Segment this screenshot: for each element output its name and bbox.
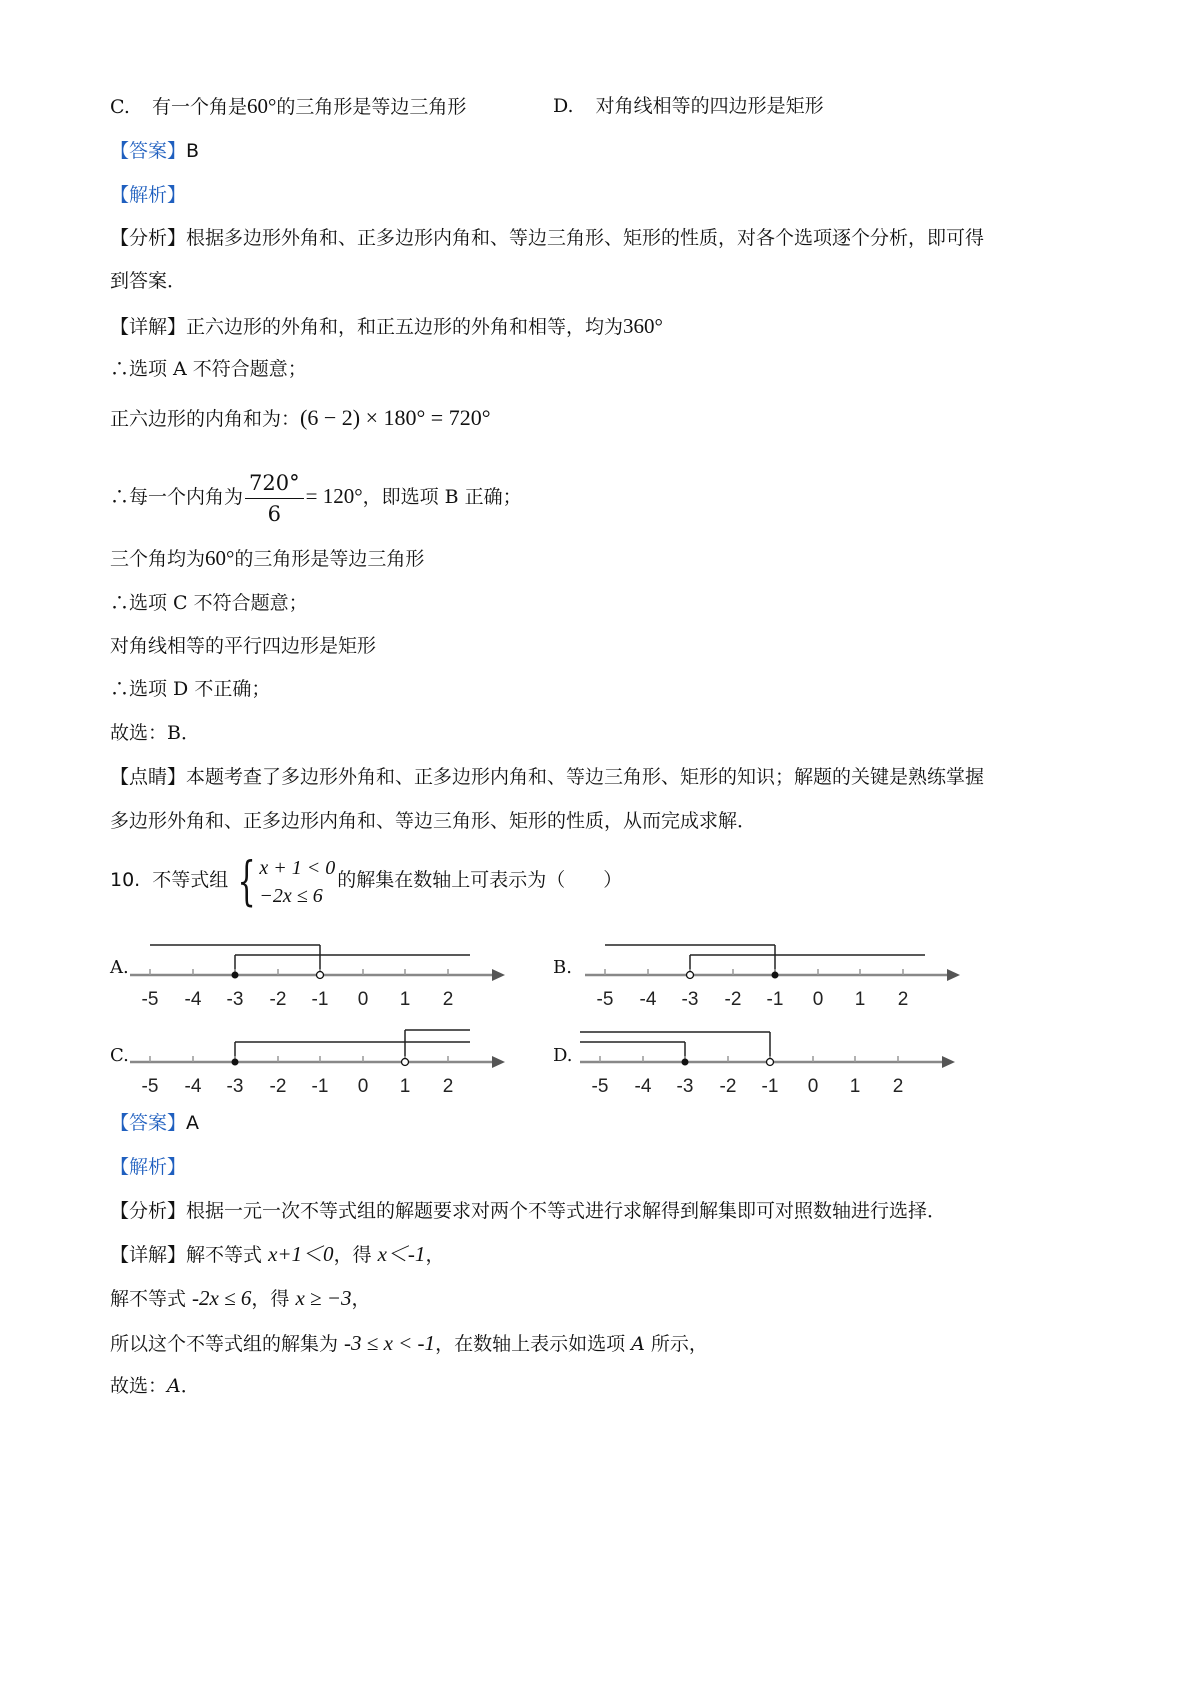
inequality-system	[230, 851, 335, 911]
option-text: 有一个角是	[151, 96, 247, 118]
step-line	[110, 590, 1110, 616]
answer-value: B	[186, 140, 200, 162]
fenxi-text: 到答案．	[110, 270, 187, 292]
tick-label: 2	[442, 1076, 454, 1097]
answer-tag: 【答案】	[110, 1112, 187, 1134]
arrow-icon	[942, 1056, 955, 1068]
step-text: ，即选项 B 正确；	[362, 486, 522, 508]
step-line	[110, 633, 1110, 659]
tick-label: -3	[226, 989, 244, 1010]
math-expression: x+1＜0	[268, 1242, 334, 1266]
step-text: 的三角形是等边三角形	[234, 548, 425, 570]
jiexi-line	[110, 182, 1110, 208]
math-expression: = 120°	[305, 484, 363, 508]
tick-label: 2	[892, 1076, 904, 1097]
guxuan-line	[110, 720, 1110, 746]
xiangjie-text: 正六边形的外角和，和正五边形的外角和相等，均为	[186, 316, 624, 338]
open-point	[767, 1059, 774, 1066]
step-text: 所示，	[644, 1333, 708, 1355]
dianjing-text: 多边形外角和、正多边形内角和、等边三角形、矩形的性质，从而完成求解．	[110, 810, 757, 832]
answer-line	[110, 138, 1110, 164]
tick-label: -3	[681, 989, 699, 1010]
fraction-numerator: 720°	[245, 468, 304, 499]
neijiao-line	[110, 405, 1110, 432]
jiexi-tag: 【解析】	[110, 1156, 187, 1178]
step-text: ∴选项 A 不符合题意；	[110, 358, 307, 380]
tick-label: -2	[719, 1076, 737, 1097]
tick-label: 0	[357, 989, 369, 1010]
option-label: C.	[110, 96, 130, 118]
open-point	[317, 972, 324, 979]
xiangjie-tag: 【详解】	[110, 316, 187, 338]
tick-label: -4	[184, 989, 202, 1010]
tick-label: -3	[226, 1076, 244, 1097]
number-line-b	[585, 935, 965, 1020]
tick-label: 2	[442, 989, 454, 1010]
question-number: 10.	[110, 869, 141, 891]
open-point	[687, 972, 694, 979]
tick-label: -4	[634, 1076, 652, 1097]
dianjing-line	[110, 764, 1110, 790]
question-10	[110, 850, 1110, 911]
step-line	[110, 1285, 1110, 1312]
tick-label: -2	[724, 989, 742, 1010]
tick-label: -4	[639, 989, 657, 1010]
tick-label: -5	[596, 989, 614, 1010]
answer-tag: 【答案】	[110, 140, 187, 162]
step-line	[110, 676, 1110, 702]
tick-label: -4	[184, 1076, 202, 1097]
open-point	[402, 1059, 409, 1066]
tick-label: 1	[854, 989, 866, 1010]
inequality-row: −2x ≤ 6	[259, 885, 323, 907]
step-text: 解不等式	[186, 1244, 269, 1266]
closed-point	[682, 1059, 689, 1066]
closed-point	[772, 972, 779, 979]
tick-label: -1	[311, 1076, 329, 1097]
fenxi-text: 根据一元一次不等式组的解题要求对两个不等式进行求解得到解集即可对照数轴进行选择．	[186, 1200, 947, 1222]
fraction	[245, 468, 304, 529]
fenxi-line-2	[110, 268, 1110, 294]
fenxi-text: 根据多边形外角和、正多边形内角和、等边三角形、矩形的性质，对各个选项逐个分析，即可得	[186, 227, 985, 249]
step-line	[110, 356, 1110, 382]
question-text: 不等式组	[152, 869, 229, 891]
option-text: 的三角形是等边三角形	[276, 96, 467, 118]
question-text: 的解集在数轴上可表示为（ ）	[337, 869, 623, 891]
option-d-line	[553, 93, 1113, 119]
step-text: 故选：B．	[110, 722, 200, 744]
math-expression: -2x ≤ 6	[192, 1286, 252, 1310]
dianjing-line-2	[110, 808, 1110, 834]
option-reference: A	[631, 1333, 645, 1355]
sanjiao-line	[110, 545, 1110, 572]
step-text: 三个角均为	[110, 548, 206, 570]
step-text: ∴选项 D 不正确；	[110, 678, 271, 700]
step-text: ，得	[333, 1244, 378, 1266]
fenxi-line	[110, 225, 1110, 251]
tick-label: 0	[812, 989, 824, 1010]
fraction-denominator: 6	[267, 501, 281, 526]
tick-label: 1	[849, 1076, 861, 1097]
brace-icon: {	[237, 852, 256, 912]
xiangjie-line	[110, 313, 1110, 340]
number-line-c	[130, 1022, 510, 1107]
math-expression: x＜-1	[377, 1242, 426, 1266]
tick-label: -1	[761, 1076, 779, 1097]
tick-label: -5	[141, 989, 159, 1010]
answer-value: A	[186, 1112, 200, 1134]
inequality-row: x + 1 < 0	[259, 857, 336, 879]
fenxi-line	[110, 1198, 1110, 1224]
step-text: ∴每一个内角为	[110, 486, 244, 508]
math-expression: 360°	[623, 314, 663, 338]
number-line-d	[580, 1022, 960, 1107]
tick-label: 1	[399, 1076, 411, 1097]
step-text: ，得	[251, 1288, 296, 1310]
math-expression: x ≥ −3	[295, 1286, 352, 1310]
jiexi-tag: 【解析】	[110, 184, 187, 206]
tick-label: 0	[357, 1076, 369, 1097]
tick-label: -3	[676, 1076, 694, 1097]
step-text: 对角线相等的平行四边形是矩形	[110, 635, 377, 657]
xiangjie-tag: 【详解】	[110, 1244, 187, 1266]
arrow-icon	[947, 969, 960, 981]
answer-line	[110, 1110, 1110, 1136]
number-line-a	[130, 935, 510, 1020]
step-text: ∴选项 C 不符合题意；	[110, 592, 308, 614]
step-text: 解不等式	[110, 1288, 193, 1310]
tick-label: 0	[807, 1076, 819, 1097]
dianjing-text: 本题考查了多边形外角和、正多边形内角和、等边三角形、矩形的知识；解题的关键是熟练掌握	[186, 766, 985, 788]
option-b-label: B.	[553, 957, 572, 978]
math-expression: (6 − 2) × 180° = 720°	[300, 405, 491, 430]
option-text: 对角线相等的四边形是矩形	[595, 95, 824, 117]
step-text: ，	[351, 1288, 371, 1310]
step-text: 正六边形的内角和为：	[110, 408, 301, 430]
tick-label: -5	[591, 1076, 609, 1097]
closed-point	[232, 1059, 239, 1066]
math-expression: 60°	[246, 94, 277, 118]
each-angle-line	[110, 466, 1110, 529]
fenxi-tag: 【分析】	[110, 1200, 187, 1222]
math-expression: -3 ≤ x < -1	[344, 1331, 436, 1355]
arrow-icon	[492, 1056, 505, 1068]
dianjing-tag: 【点睛】	[110, 766, 187, 788]
tick-label: -2	[269, 1076, 287, 1097]
option-reference: A	[167, 1375, 181, 1397]
step-text: ，	[425, 1244, 445, 1266]
option-c-label: C.	[110, 1045, 129, 1066]
math-expression: 60°	[205, 546, 235, 570]
guxuan-line	[110, 1373, 1110, 1399]
step-text: ，在数轴上表示如选项	[435, 1333, 632, 1355]
step-text: 故选：	[110, 1375, 168, 1397]
tick-label: -1	[311, 989, 329, 1010]
xiangjie-line	[110, 1241, 1110, 1268]
step-text: ．	[180, 1375, 200, 1397]
tick-label: 1	[399, 989, 411, 1010]
jiexi-line	[110, 1154, 1110, 1180]
tick-label: 2	[897, 989, 909, 1010]
step-line	[110, 1330, 1110, 1357]
option-a-label: A.	[110, 957, 129, 978]
closed-point	[232, 972, 239, 979]
arrow-icon	[492, 969, 505, 981]
fenxi-tag: 【分析】	[110, 227, 187, 249]
tick-label: -1	[766, 989, 784, 1010]
tick-label: -2	[269, 989, 287, 1010]
option-label: D.	[553, 95, 574, 117]
step-text: 所以这个不等式组的解集为	[110, 1333, 345, 1355]
option-d-label: D.	[553, 1045, 573, 1066]
tick-label: -5	[141, 1076, 159, 1097]
